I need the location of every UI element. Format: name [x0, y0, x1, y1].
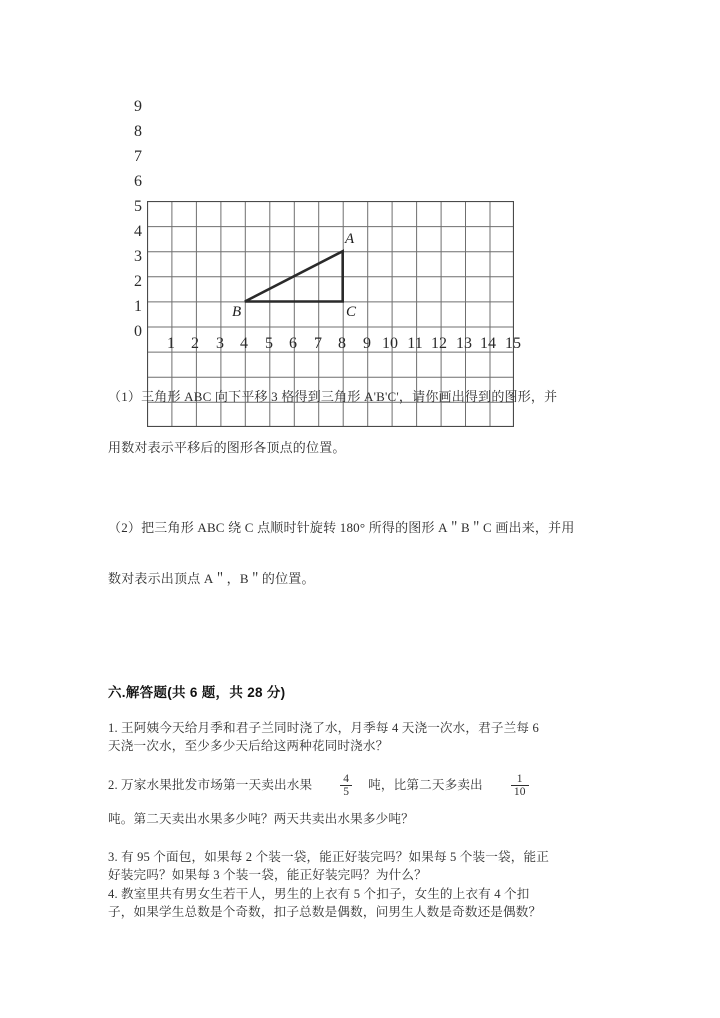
problem-2-line-2: 吨。第二天卖出水果多少吨？两天共卖出水果多少吨？	[108, 812, 414, 827]
problem-3	[108, 848, 620, 885]
question-1-line-2: 用数对表示平移后的图形各顶点的位置。	[108, 440, 346, 455]
problem-3-line-1: 3. 有 95 个面包，如果每 2 个装一袋，能正好装完吗？如果每 5 个装一袋，能正	[108, 850, 549, 864]
y-tick-9: 9	[134, 98, 142, 115]
y-tick-0: 0	[134, 323, 142, 340]
fraction-denominator: 10	[511, 785, 529, 798]
problem-2-line-1	[108, 773, 620, 798]
x-tick-4: 4	[240, 335, 248, 352]
x-tick-3: 3	[216, 335, 224, 352]
problem-2-middle: 吨，比第二天多卖出	[368, 777, 483, 792]
problem-2	[108, 773, 620, 828]
problem-1-line-2: 天浇一次水，至少多少天后给这两种花同时浇水？	[108, 739, 389, 754]
vertex-label-a: A	[345, 231, 355, 247]
problem-3-line-2: 好装完吗？如果每 3 个装一袋，能正好装完吗？为什么？	[108, 868, 427, 883]
problem-4-line-2: 子，如果学生总数是个奇数，扣子总数是偶数，问男生人数是奇数还是偶数？	[108, 905, 542, 920]
question-1-line-1: （1）三角形 ABC 向下平移 3 格得到三角形 A'B'C'，请你画出得到的图形，并	[108, 389, 558, 404]
x-tick-9: 9	[363, 335, 371, 352]
section-heading: 六.解答题(共 6 题，共 28 分)	[108, 685, 286, 700]
problem-4-line-1: 4. 教室里共有男女生若干人，男生的上衣有 5 个扣子，女生的上衣有 4 个扣	[108, 887, 530, 901]
x-tick-12: 12	[431, 335, 447, 352]
question-2-line-1: （2）把三角形 ABC 绕 C 点顺时针旋转 180° 所得的图形 A＂B＂C 画出来，并用	[108, 520, 575, 535]
problem-1-line-1: 1. 王阿姨今天给月季和君子兰同时浇了水，月季每 4 天浇一次水，君子兰每 6	[108, 721, 539, 735]
x-tick-5: 5	[265, 335, 273, 352]
fraction-denominator: 5	[340, 785, 352, 798]
problem-4	[108, 885, 620, 922]
question-2-line-2: 数对表示出顶点 A＂，B＂的位置。	[108, 571, 315, 586]
y-tick-3: 3	[134, 248, 142, 265]
fraction-one-tenth	[511, 773, 529, 798]
x-tick-10: 10	[382, 335, 398, 352]
y-tick-2: 2	[134, 273, 142, 290]
x-tick-15: 15	[505, 335, 521, 352]
vertex-label-c: C	[346, 304, 357, 320]
x-tick-6: 6	[289, 335, 297, 352]
x-tick-14: 14	[480, 335, 496, 352]
fraction-numerator: 4	[343, 773, 350, 785]
figure-coordinate-grid	[0, 96, 720, 364]
problem-1	[108, 719, 620, 756]
x-tick-1: 1	[167, 335, 175, 352]
y-tick-6: 6	[134, 173, 142, 190]
x-tick-13: 13	[456, 335, 472, 352]
x-tick-11: 11	[407, 335, 423, 352]
y-tick-1: 1	[134, 298, 142, 315]
y-tick-5: 5	[134, 198, 142, 215]
y-tick-4: 4	[134, 223, 142, 240]
x-tick-8: 8	[338, 335, 346, 352]
y-tick-7: 7	[134, 148, 142, 165]
x-tick-7: 7	[314, 335, 322, 352]
vertex-label-b: B	[232, 304, 242, 320]
fraction-numerator: 1	[516, 773, 523, 785]
y-tick-8: 8	[134, 123, 142, 140]
x-tick-2: 2	[191, 335, 199, 352]
problem-2-prefix: 2. 万家水果批发市场第一天卖出水果	[108, 777, 313, 792]
fraction-four-fifths	[340, 773, 352, 798]
